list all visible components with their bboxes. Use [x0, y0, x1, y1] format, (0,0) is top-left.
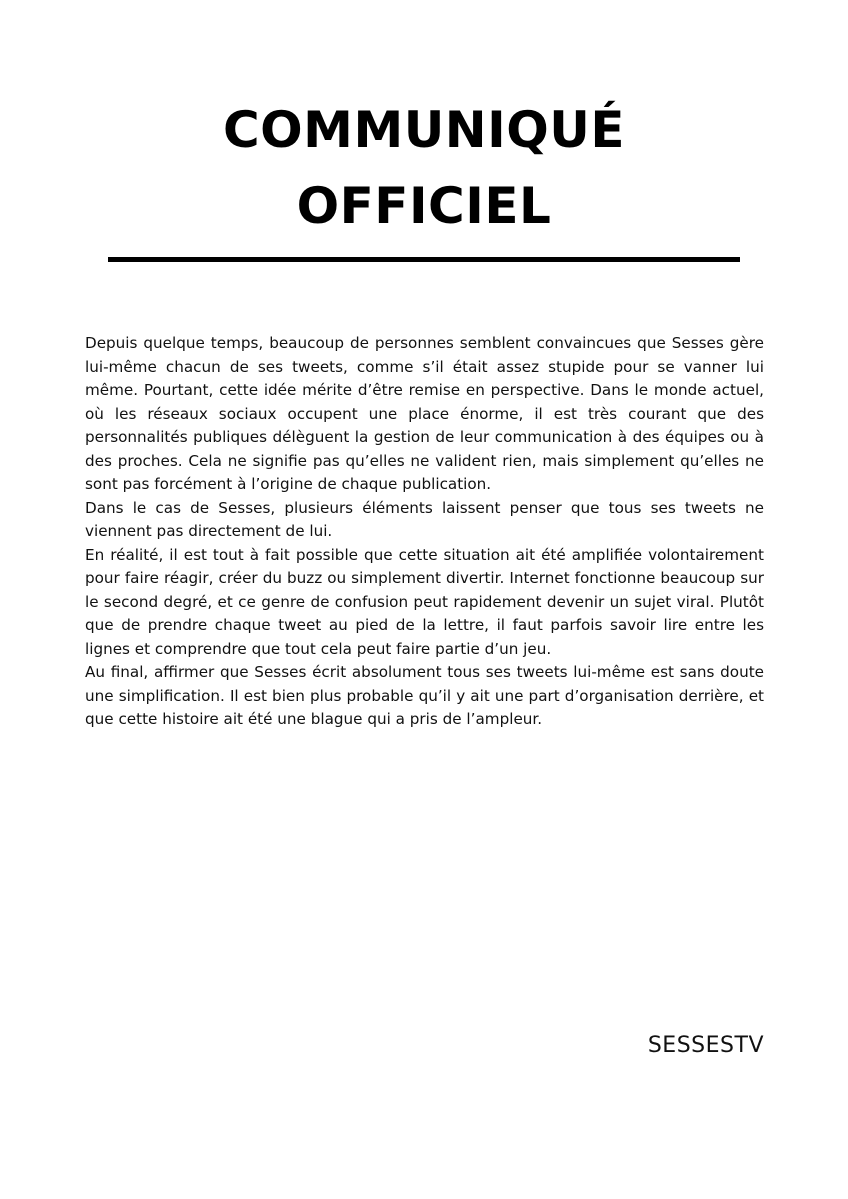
- paragraph-4: Au final, affirmer que Sesses écrit absolument tous ses tweets lui-même est sans doute une simplification. Il est bien plus probable qu’il y ait une part d’organisation derrière, et que cette histoire ait été une blague qui a pris de l’ampleur.: [85, 663, 764, 728]
- paragraph-2: Dans le cas de Sesses, plusieurs éléments laissent penser que tous ses tweets ne viennent pas directement de lui.: [85, 498, 764, 540]
- paragraph-1: Depuis quelque temps, beaucoup de personnes semblent convaincues que Sesses gère lui-même chacun de ses tweets, comme s’il était assez stupide pour se vanner lui même. Pourtant, cette idée mérite d’être remise en perspective. Dans le monde actuel, où les réseaux sociaux occupent une place énorme, il est très courant que des personnalités publiques délèguent la gestion de leur communication à des équipes ou à des proches. Cela ne signifie pas qu’elles ne valident rien, mais simplement qu’elles ne sont pas forcément à l’origine de chaque publication.: [85, 334, 764, 493]
- title-line-2: OFFICIEL: [296, 177, 552, 235]
- paragraph-3: En réalité, il est tout à fait possible que cette situation ait été amplifiée volontairement pour faire réagir, créer du buzz ou simplement divertir. Internet fonctionne beaucoup sur le second degré, et ce genre de confusion peut rapidement devenir un sujet viral. Plutôt que de prendre chaque tweet au pied de la lettre, il faut parfois savoir lire entre les lignes et comprendre que tout cela peut faire partie d’un jeu.: [85, 545, 764, 658]
- document-title: [0, 92, 848, 244]
- signature: SESSESTV: [647, 1033, 764, 1058]
- title-line-1: COMMUNIQUÉ: [222, 101, 626, 159]
- title-divider: [108, 257, 740, 262]
- communique-body: [85, 332, 764, 732]
